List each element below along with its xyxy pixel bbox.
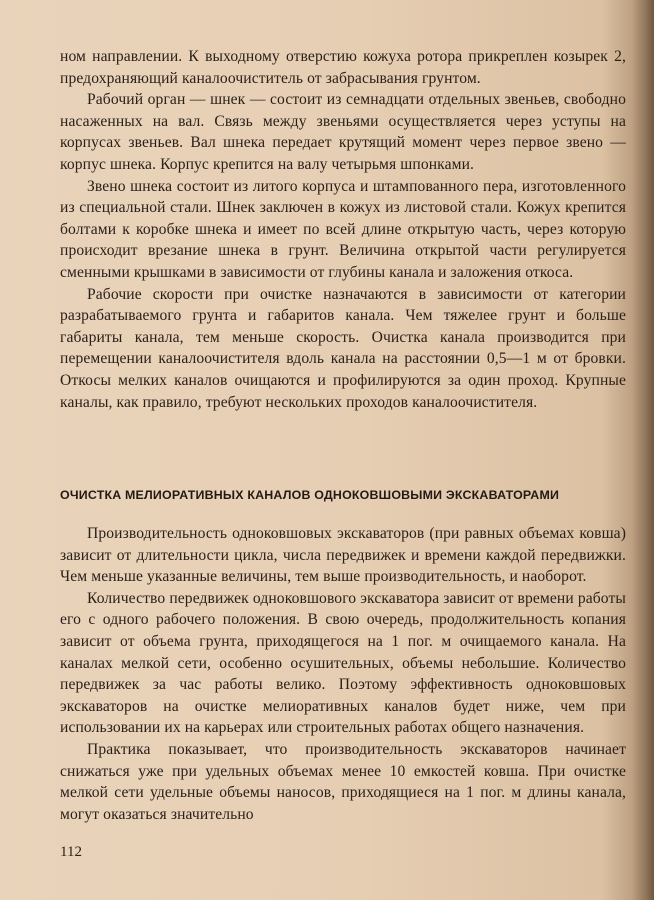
paragraph-moves-count: Количество передвижек одноковшового экскаватора зависит от времени работы его с одного рабочего положения. В свою очередь, продолжительность копания зависит от объема грунта, приходящегося на 1 пог. м очищаемого канала. На каналах мелкой сети, особенно осушительных, объемы небольшие. Количество передвижек за час работы велико. Поэтому эффективность одноковшовых экскаваторов на очистке мелиоративных каналов будет ниже, чем при использовании их на карьерах или строительных работах общего назначения. (60, 589, 626, 737)
page-number: 112 (60, 844, 82, 860)
page-edge-shadow (632, 0, 654, 900)
paragraph-continuation: ном направлении. К выходному отверстию кожуха ротора прикреплен козырек 2, предохраняющий каналоочиститель от забрасывания грунтом. (60, 48, 626, 87)
paragraph-working-organ: Рабочий орган — шнек — состоит из семнадцати отдельных звеньев, свободно насаженных на вал. Связь между звеньями осуществляется через уступы на корпусах звеньев. Вал шнека передает крутящий момент через первое звено — корпус шнека. Корпус крепится на валу четырьмя шпонками. (60, 91, 626, 173)
paragraph-productivity: Производительность одноковшовых экскаваторов (при равных объемах ковша) зависит от длительности цикла, числа передвижек и времени каждой передвижки. Чем меньше указанные величины, тем выше производительность, и наоборот. (60, 525, 626, 586)
paragraph-working-speeds: Рабочие скорости при очистке назначаются в зависимости от категории разрабатываемого грунта и габаритов канала. Чем тяжелее грунт и больше габариты канала, тем меньше скорость. Очистка канала производится при перемещении каналоочистителя вдоль канала на расстоянии 0,5—1 м от бровки. Откосы мелких каналов очищаются и профилируются за один проход. Крупные каналы, как правило, требуют нескольких проходов каналоочистителя. (60, 285, 626, 411)
paragraph-auger-link: Звено шнека состоит из литого корпуса и штампованного пера, изготовленного из специальной стали. Шнек заключен в кожух из листовой стали. Кожух крепится болтами к коробке шнека и имеет по всей длине открытую часть, через которую происходит врезание шнека в грунт. Величина открытой части регулируется сменными крышками в зависимости от глубины канала и заложения откоса. (60, 177, 626, 281)
text-section-rotary-cleaner (60, 46, 626, 413)
paragraph-practice: Практика показывает, что производительность экскаваторов начинает снижаться уже при удельных объемах менее 10 емкостей ковша. При очистке мелкой сети удельные объемы наносов, приходящиеся на 1 пог. м длины канала, могут оказаться значительно (60, 740, 626, 823)
section-heading: ОЧИСТКА МЕЛИОРАТИВНЫХ КАНАЛОВ ОДНОКОВШОВЫМИ ЭКСКАВАТОРАМИ (60, 488, 560, 502)
text-section-excavators (60, 523, 626, 825)
